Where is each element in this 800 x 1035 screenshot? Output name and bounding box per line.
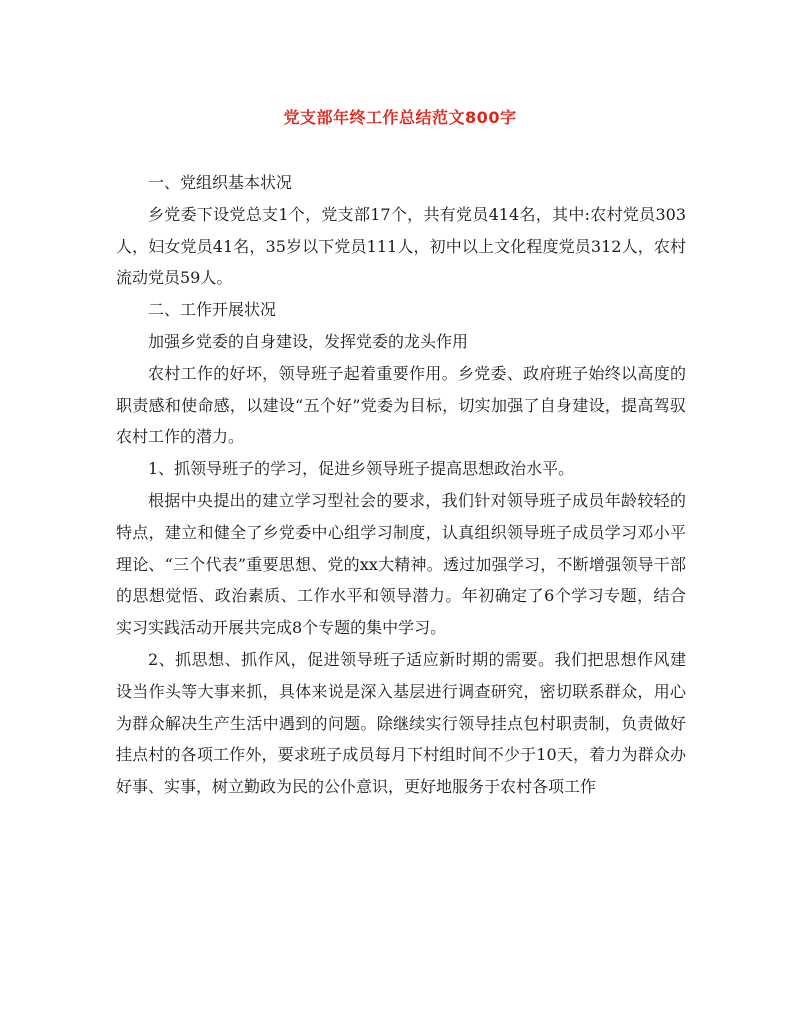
paragraph-leadership-role: 农村工作的好坏，领导班子起着重要作用。乡党委、政府班子始终以高度的职责感和使命感，以建设“五个好”党委为目标，切实加强了自身建设，提高驾驭农村工作的潜力。 xyxy=(116,363,686,447)
section-heading-work-progress: 二、工作开展状况 xyxy=(148,300,277,320)
item-1-study-heading: 1、抓领导班子的学习，促进乡领导班子提高思想政治水平。 xyxy=(148,459,575,479)
subheading-self-construction: 加强乡党委的自身建设，发挥党委的龙头作用 xyxy=(148,331,469,351)
paragraph-study-details: 根据中央提出的建立学习型社会的要求，我们针对领导班子成员年龄较轻的特点，建立和健全了乡党委中心组学习制度，认真组织领导班子成员学习邓小平理论、“三个代表”重要思想、党的xx大精神。透过加强学习，不断增强领导干部的思想觉悟、政治素质、工作水平和领导潜力。年初确定了6个学习专题，结合实习实践活动开展共完成8个专题的集中学习。 xyxy=(116,490,686,638)
paragraph-member-statistics: 乡党委下设党总支1个，党支部17个，共有党员414名，其中:农村党员303人，妇女党员41名，35岁以下党员111人，初中以上文化程度党员312人，农村流动党员59人。 xyxy=(116,204,686,288)
document-body xyxy=(116,167,686,803)
document-title: 党支部年终工作总结范文800字 xyxy=(283,108,517,127)
item-2-thought-style: 2、抓思想、抓作风，促进领导班子适应新时期的需要。我们把思想作风建设当作头等大事来抓，具体来说是深入基层进行调查研究，密切联系群众，用心为群众解决生产生活中遇到的问题。除继续实行领导挂点包村职责制，负责做好挂点村的各项工作外，要求班子成员每月下村组时间不少于10天，着力为群众办好事、实事，树立勤政为民的公仆意识，更好地服务于农村各项工作 xyxy=(116,649,686,797)
section-heading-party-organization: 一、党组织基本状况 xyxy=(148,173,293,192)
